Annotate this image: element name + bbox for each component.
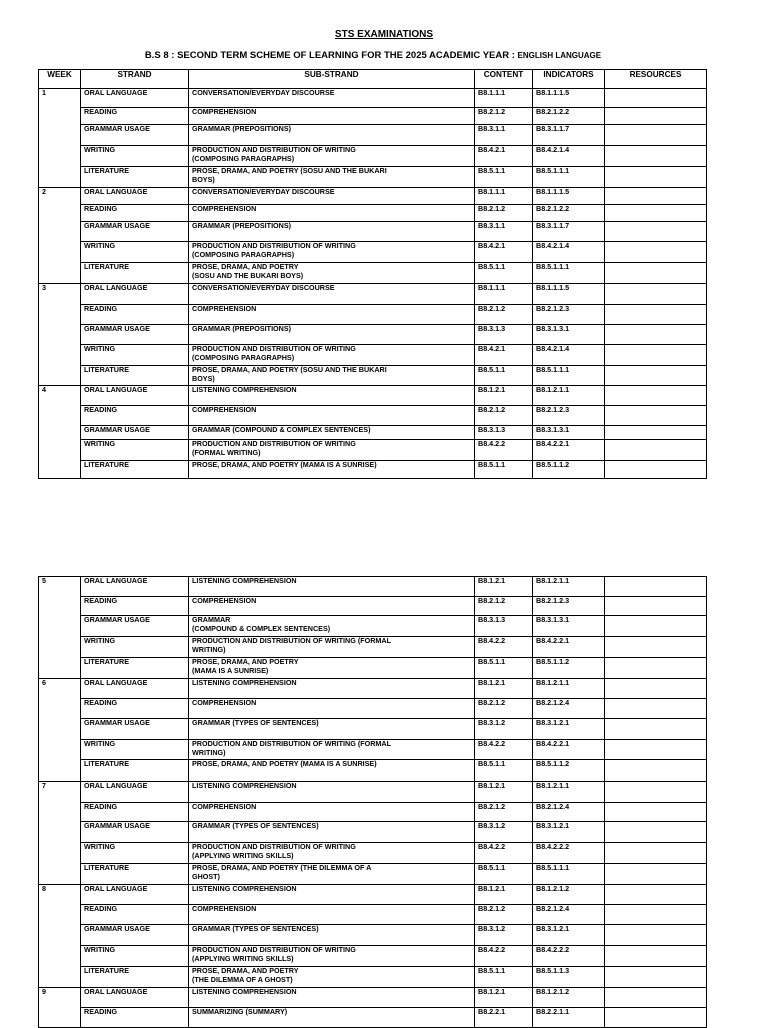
indicator-cell: B8.2.1.2.3 [533,305,605,325]
sub-strand-cell: GRAMMAR (PREPOSITIONS) [189,125,475,146]
strand-cell: LITERATURE [81,658,189,679]
resources-cell [605,988,707,1008]
strand-cell: LITERATURE [81,967,189,988]
resources-cell [605,305,707,325]
indicator-cell: B8.2.1.2.3 [533,597,605,616]
indicator-cell: B8.1.2.1.1 [533,679,605,699]
indicator-cell: B8.3.1.2.1 [533,925,605,946]
content-cell: B8.1.1.1 [475,89,533,108]
sub-strand-cell: LISTENING COMPREHENSION [189,679,475,699]
indicator-cell: B8.5.1.1.2 [533,658,605,679]
strand-cell: WRITING [81,345,189,366]
content-cell: B8.4.2.1 [475,242,533,263]
table-row [39,461,707,479]
content-cell: B8.2.2.1 [475,1008,533,1028]
table-row [39,905,707,925]
resources-cell [605,679,707,699]
resources-cell [605,461,707,479]
content-cell: B8.3.1.3 [475,325,533,345]
sub-strand-cell: PRODUCTION AND DISTRIBUTION OF WRITING (FORMAL WRITING) [189,440,475,461]
indicator-cell: B8.3.1.3.1 [533,325,605,345]
week-number: 1 [39,89,81,188]
table-row [39,146,707,167]
content-cell: B8.4.2.1 [475,146,533,167]
table-row [39,366,707,386]
content-cell: B8.2.1.2 [475,205,533,222]
strand-cell: ORAL LANGUAGE [81,679,189,699]
resources-cell [605,658,707,679]
table-row [39,242,707,263]
content-cell: B8.5.1.1 [475,760,533,782]
resources-cell [605,188,707,205]
sub-strand-cell: COMPREHENSION [189,108,475,125]
strand-cell: READING [81,597,189,616]
indicator-cell: B8.3.1.2.1 [533,822,605,843]
resources-cell [605,366,707,386]
header-resources: RESOURCES [605,70,707,89]
strand-cell: WRITING [81,946,189,967]
content-cell: B8.2.1.2 [475,905,533,925]
strand-cell: LITERATURE [81,366,189,386]
content-cell: B8.1.1.1 [475,284,533,305]
strand-cell: GRAMMAR USAGE [81,719,189,740]
sub-strand-cell: LISTENING COMPREHENSION [189,988,475,1008]
strand-cell: READING [81,905,189,925]
content-cell: B8.3.1.1 [475,222,533,242]
table-row [39,760,707,782]
content-cell: B8.2.1.2 [475,406,533,426]
sub-strand-cell: GRAMMAR (PREPOSITIONS) [189,325,475,345]
table-row [39,803,707,822]
sub-strand-cell: GRAMMAR (TYPES OF SENTENCES) [189,925,475,946]
indicator-cell: B8.5.1.1.3 [533,967,605,988]
header-strand: STRAND [81,70,189,89]
sub-strand-cell: LISTENING COMPREHENSION [189,577,475,597]
indicator-cell: B8.1.1.1.5 [533,89,605,108]
sub-strand-cell: PRODUCTION AND DISTRIBUTION OF WRITING (FORMAL WRITING) [189,637,475,658]
strand-cell: READING [81,1008,189,1028]
week-number: 6 [39,679,81,782]
header-sub-strand: SUB-STRAND [189,70,475,89]
content-cell: B8.1.2.1 [475,988,533,1008]
week-number: 2 [39,188,81,284]
strand-cell: WRITING [81,242,189,263]
table-row [39,885,707,905]
content-cell: B8.3.1.3 [475,616,533,637]
table-row [39,658,707,679]
table-row [39,925,707,946]
content-cell: B8.3.1.2 [475,822,533,843]
sub-strand-cell: LISTENING COMPREHENSION [189,782,475,803]
sub-strand-cell: SUMMARIZING (SUMMARY) [189,1008,475,1028]
table-row [39,222,707,242]
sub-strand-cell: COMPREHENSION [189,406,475,426]
resources-cell [605,263,707,284]
sub-strand-cell: PROSE, DRAMA, AND POETRY (MAMA IS A SUNRISE) [189,760,475,782]
strand-cell: WRITING [81,440,189,461]
indicator-cell: B8.2.1.2.3 [533,406,605,426]
indicator-cell: B8.1.2.1.1 [533,386,605,406]
indicator-cell: B8.1.1.1.5 [533,284,605,305]
resources-cell [605,967,707,988]
strand-cell: READING [81,699,189,719]
strand-cell: WRITING [81,637,189,658]
strand-cell: READING [81,305,189,325]
content-cell: B8.1.2.1 [475,885,533,905]
strand-cell: ORAL LANGUAGE [81,782,189,803]
strand-cell: ORAL LANGUAGE [81,284,189,305]
indicator-cell: B8.2.1.2.4 [533,699,605,719]
sub-strand-cell: LISTENING COMPREHENSION [189,885,475,905]
resources-cell [605,284,707,305]
sub-strand-cell: CONVERSATION/EVERYDAY DISCOURSE [189,284,475,305]
sub-strand-cell: COMPREHENSION [189,305,475,325]
strand-cell: LITERATURE [81,167,189,188]
sub-strand-cell: PROSE, DRAMA, AND POETRY (SOSU AND THE BUKARI BOYS) [189,366,475,386]
resources-cell [605,843,707,864]
indicator-cell: B8.4.2.1.4 [533,345,605,366]
table-row [39,406,707,426]
week-number: 7 [39,782,81,885]
content-cell: B8.5.1.1 [475,967,533,988]
table-row [39,679,707,699]
table-row [39,577,707,597]
table-row [39,263,707,284]
resources-cell [605,616,707,637]
indicator-cell: B8.2.2.1.1 [533,1008,605,1028]
content-cell: B8.4.2.2 [475,946,533,967]
indicator-cell: B8.5.1.1.1 [533,864,605,885]
strand-cell: LITERATURE [81,760,189,782]
subject-label: ENGLISH LANGUAGE [517,51,602,60]
table-row [39,782,707,803]
strand-cell: WRITING [81,843,189,864]
resources-cell [605,577,707,597]
table-row [39,988,707,1008]
sub-strand-cell: GRAMMAR (PREPOSITIONS) [189,222,475,242]
document-title: STS EXAMINATIONS [334,29,434,40]
resources-cell [605,760,707,782]
resources-cell [605,946,707,967]
header-content: CONTENT [475,70,533,89]
table-row [39,967,707,988]
resources-cell [605,167,707,188]
resources-cell [605,125,707,146]
sub-strand-cell: PRODUCTION AND DISTRIBUTION OF WRITING (COMPOSING PARAGRAPHS) [189,242,475,263]
sub-strand-cell: PRODUCTION AND DISTRIBUTION OF WRITING (APPLYING WRITING SKILLS) [189,946,475,967]
sub-strand-cell: PROSE, DRAMA, AND POETRY (SOSU AND THE BUKARI BOYS) [189,167,475,188]
week-number: 9 [39,988,81,1028]
resources-cell [605,1008,707,1028]
resources-cell [605,242,707,263]
strand-cell: ORAL LANGUAGE [81,577,189,597]
indicator-cell: B8.2.1.2.4 [533,803,605,822]
table-row [39,699,707,719]
week-number: 5 [39,577,81,679]
table-row [39,305,707,325]
sub-strand-cell: CONVERSATION/EVERYDAY DISCOURSE [189,89,475,108]
resources-cell [605,637,707,658]
header-week: WEEK [39,70,81,89]
resources-cell [605,89,707,108]
strand-cell: GRAMMAR USAGE [81,426,189,440]
content-cell: B8.5.1.1 [475,366,533,386]
resources-cell [605,597,707,616]
indicator-cell: B8.3.1.3.1 [533,426,605,440]
content-cell: B8.5.1.1 [475,167,533,188]
table-row [39,205,707,222]
table-row [39,426,707,440]
content-cell: B8.5.1.1 [475,461,533,479]
resources-cell [605,440,707,461]
indicator-cell: B8.1.2.1.1 [533,782,605,803]
header-row [39,70,707,89]
resources-cell [605,108,707,125]
content-cell: B8.4.2.2 [475,440,533,461]
week-number: 3 [39,284,81,386]
table-row [39,108,707,125]
indicator-cell: B8.1.2.1.1 [533,577,605,597]
strand-cell: GRAMMAR USAGE [81,222,189,242]
resources-cell [605,205,707,222]
indicator-cell: B8.3.1.1.7 [533,125,605,146]
sub-strand-cell: GRAMMAR (TYPES OF SENTENCES) [189,822,475,843]
sub-strand-cell: COMPREHENSION [189,803,475,822]
table-row [39,89,707,108]
strand-cell: ORAL LANGUAGE [81,89,189,108]
table-row [39,125,707,146]
strand-cell: ORAL LANGUAGE [81,386,189,406]
table-row [39,188,707,205]
table-row [39,843,707,864]
content-cell: B8.3.1.1 [475,125,533,146]
week-number: 8 [39,885,81,988]
strand-cell: GRAMMAR USAGE [81,925,189,946]
sub-strand-cell: PROSE, DRAMA, AND POETRY (THE DILEMMA OF A GHOST) [189,967,475,988]
resources-cell [605,864,707,885]
table-row [39,864,707,885]
content-cell: B8.1.2.1 [475,386,533,406]
strand-cell: GRAMMAR USAGE [81,616,189,637]
content-cell: B8.4.2.2 [475,843,533,864]
sub-strand-cell: PRODUCTION AND DISTRIBUTION OF WRITING (APPLYING WRITING SKILLS) [189,843,475,864]
indicator-cell: B8.5.1.1.1 [533,366,605,386]
indicator-cell: B8.4.2.2.1 [533,637,605,658]
table-row [39,740,707,760]
content-cell: B8.3.1.3 [475,426,533,440]
strand-cell: ORAL LANGUAGE [81,988,189,1008]
table-row [39,345,707,366]
strand-cell: ORAL LANGUAGE [81,188,189,205]
strand-cell: LITERATURE [81,263,189,284]
sub-strand-cell: LISTENING COMPREHENSION [189,386,475,406]
content-cell: B8.1.2.1 [475,577,533,597]
content-cell: B8.2.1.2 [475,108,533,125]
sub-strand-cell: GRAMMAR (COMPOUND & COMPLEX SENTENCES) [189,616,475,637]
indicator-cell: B8.5.1.1.1 [533,167,605,188]
indicator-cell: B8.2.1.2.2 [533,205,605,222]
content-cell: B8.4.2.1 [475,345,533,366]
indicator-cell: B8.3.1.1.7 [533,222,605,242]
sub-strand-cell: GRAMMAR (TYPES OF SENTENCES) [189,719,475,740]
sub-strand-cell: PRODUCTION AND DISTRIBUTION OF WRITING (COMPOSING PARAGRAPHS) [189,146,475,167]
sub-strand-cell: PRODUCTION AND DISTRIBUTION OF WRITING (COMPOSING PARAGRAPHS) [189,345,475,366]
content-cell: B8.5.1.1 [475,263,533,284]
week-number: 4 [39,386,81,479]
indicator-cell: B8.1.1.1.5 [533,188,605,205]
content-cell: B8.3.1.2 [475,925,533,946]
strand-cell: READING [81,108,189,125]
strand-cell: READING [81,205,189,222]
resources-cell [605,905,707,925]
resources-cell [605,325,707,345]
content-cell: B8.1.2.1 [475,782,533,803]
strand-cell: GRAMMAR USAGE [81,325,189,345]
sub-strand-cell: GRAMMAR (COMPOUND & COMPLEX SENTENCES) [189,426,475,440]
sub-strand-cell: PROSE, DRAMA, AND POETRY (THE DILEMMA OF A GHOST) [189,864,475,885]
indicator-cell: B8.1.2.1.2 [533,988,605,1008]
content-cell: B8.4.2.2 [475,637,533,658]
sub-strand-cell: CONVERSATION/EVERYDAY DISCOURSE [189,188,475,205]
indicator-cell: B8.4.2.2.1 [533,440,605,461]
resources-cell [605,719,707,740]
table-row [39,719,707,740]
table-row [39,1008,707,1028]
indicator-cell: B8.4.2.2.2 [533,843,605,864]
resources-cell [605,803,707,822]
indicator-cell: B8.2.1.2.2 [533,108,605,125]
content-cell: B8.5.1.1 [475,658,533,679]
content-cell: B8.2.1.2 [475,597,533,616]
indicator-cell: B8.4.2.2.2 [533,946,605,967]
sub-strand-cell: PRODUCTION AND DISTRIBUTION OF WRITING (FORMAL WRITING) [189,740,475,760]
resources-cell [605,222,707,242]
strand-cell: READING [81,406,189,426]
resources-cell [605,406,707,426]
strand-cell: LITERATURE [81,864,189,885]
sub-strand-cell: PROSE, DRAMA, AND POETRY (MAMA IS A SUNRISE) [189,461,475,479]
table-row [39,325,707,345]
table-row [39,822,707,843]
indicator-cell: B8.4.2.2.1 [533,740,605,760]
resources-cell [605,146,707,167]
sub-strand-cell: COMPREHENSION [189,205,475,222]
table-row [39,167,707,188]
strand-cell: WRITING [81,146,189,167]
resources-cell [605,345,707,366]
resources-cell [605,822,707,843]
resources-cell [605,925,707,946]
indicator-cell: B8.4.2.1.4 [533,242,605,263]
table-row [39,597,707,616]
indicator-cell: B8.5.1.1.2 [533,461,605,479]
content-cell: B8.2.1.2 [475,803,533,822]
strand-cell: WRITING [81,740,189,760]
table-row [39,946,707,967]
sub-strand-cell: PROSE, DRAMA, AND POETRY (SOSU AND THE BUKARI BOYS) [189,263,475,284]
sub-strand-cell: COMPREHENSION [189,905,475,925]
indicator-cell: B8.4.2.1.4 [533,146,605,167]
header-indicators: INDICATORS [533,70,605,89]
indicator-cell: B8.3.1.3.1 [533,616,605,637]
content-cell: B8.1.2.1 [475,679,533,699]
indicator-cell: B8.5.1.1.1 [533,263,605,284]
strand-cell: READING [81,803,189,822]
content-cell: B8.5.1.1 [475,864,533,885]
resources-cell [605,740,707,760]
resources-cell [605,885,707,905]
subtitle-text: B.S 8 : SECOND TERM SCHEME OF LEARNING FOR THE 2025 ACADEMIC YEAR : [144,50,515,61]
resources-cell [605,386,707,406]
table-row [39,616,707,637]
resources-cell [605,782,707,803]
content-cell: B8.2.1.2 [475,699,533,719]
table-row [39,284,707,305]
content-cell: B8.2.1.2 [475,305,533,325]
sub-strand-cell: PROSE, DRAMA, AND POETRY (MAMA IS A SUNRISE) [189,658,475,679]
table-row [39,637,707,658]
scheme-table-weeks-5-9 [38,576,707,1028]
content-cell: B8.3.1.2 [475,719,533,740]
indicator-cell: B8.5.1.1.2 [533,760,605,782]
content-cell: B8.1.1.1 [475,188,533,205]
strand-cell: GRAMMAR USAGE [81,125,189,146]
table-row [39,440,707,461]
document-subtitle [38,50,708,61]
resources-cell [605,426,707,440]
strand-cell: LITERATURE [81,461,189,479]
resources-cell [605,699,707,719]
table-row [39,386,707,406]
strand-cell: GRAMMAR USAGE [81,822,189,843]
content-cell: B8.4.2.2 [475,740,533,760]
indicator-cell: B8.2.1.2.4 [533,905,605,925]
sub-strand-cell: COMPREHENSION [189,597,475,616]
indicator-cell: B8.1.2.1.2 [533,885,605,905]
sub-strand-cell: COMPREHENSION [189,699,475,719]
indicator-cell: B8.3.1.2.1 [533,719,605,740]
strand-cell: ORAL LANGUAGE [81,885,189,905]
scheme-table-weeks-1-4 [38,69,707,479]
